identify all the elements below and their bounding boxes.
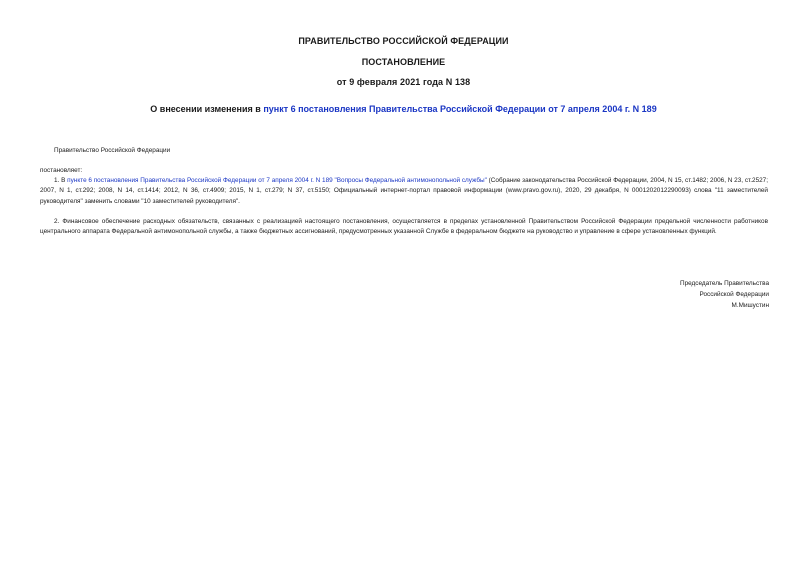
signature-name: М.Мишустин: [731, 301, 769, 309]
item-1-suffix: (Собрание законодательства Российской Федерации, 2004, N 15, ст.1482; 2006, N 23, ст.2527; 2007, N 1, ст.292; 2008, N 14, ст.1414; 2012, N 36, ст.4909; 2015, N 1, ст.279; N 37, ст.5150; Официальный интернет-портал правовой информации (www.pravo.gov.ru), 2020, 29 декабря, N 0001202012290093) слова "11 заместителей руководителя" заменить словами "10 заместителей руководителя".: [40, 177, 769, 205]
item-1-paragraph: [40, 176, 768, 207]
signature-position-line2: Российской Федерации: [699, 290, 769, 298]
signature-position-line1: Председатель Правительства: [680, 280, 769, 287]
decrees-line: постановляет:: [40, 167, 83, 174]
item-1-prefix: 1. В: [54, 177, 68, 184]
item-2-paragraph: 2. Финансовое обеспечение расходных обязательств, связанных с реализацией настоящего постановления, осуществляется в пределах установленной Правительством Российской Федерации предельной численности работников центрального аппарата Федеральной антимонопольной службы, а также бюджетных ассигнований, предусмотренных указанной Службе в федеральном бюджете на руководство и управление в сфере установленных функций.: [40, 218, 768, 236]
document-title: [0, 104, 807, 115]
signature-block: [680, 279, 769, 311]
document-type-heading: ПОСТАНОВЛЕНИЕ: [361, 57, 446, 67]
document-title-link[interactable]: пункт 6 постановления Правительства Российской Федерации от 7 апреля 2004 г. N 189: [263, 104, 657, 114]
organization-heading: ПРАВИТЕЛЬСТВО РОССИЙСКОЙ ФЕДЕРАЦИИ: [298, 36, 509, 46]
document-date-number: от 9 февраля 2021 года N 138: [336, 77, 471, 87]
item-1-link[interactable]: пункте 6 постановления Правительства Российской Федерации от 7 апреля 2004 г. N 189 "Вопросы Федеральной антимонопольной службы": [67, 177, 487, 184]
document-title-prefix: О внесении изменения в: [150, 104, 264, 114]
government-line: Правительство Российской Федерации: [54, 147, 171, 154]
